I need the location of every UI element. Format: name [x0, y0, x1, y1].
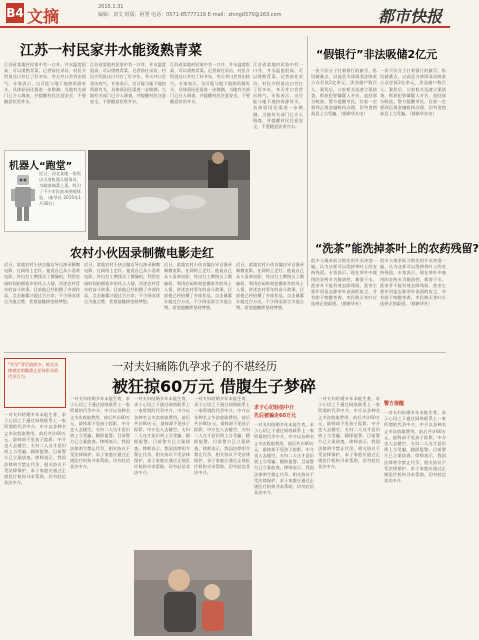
masthead: 都市快报	[377, 7, 442, 26]
article2-body-col3: 近日，某地农村小伙自编自导自演录制微电影，在网络上走红。他说自己从小喜欢电影，外出打工攒钱买了摄像机，利用农闲时间拍摄家乡的风土人情，讲述农村青年的奋斗故事。目前他已经拍摄了多部作品，点击量累计超过百万次，不少网友留言为他点赞，希望他继续坚持梦想。	[164, 262, 232, 311]
page-header	[0, 0, 450, 28]
article1-title: 江苏一村民家井水能烫熟青菜	[20, 43, 202, 59]
article3-title: “假银行”非法吸储2亿元	[316, 48, 438, 61]
article4-body-col1: 很多人喝茶前习惯先用开水冲泡一遍，认为这样可以洗掉茶叶上的农药残留。专家表示，现在茶叶中使用的农药多为脂溶性，难溶于水，洗茶并不能有效去除残留。洗茶主要作用是去除茶叶表面的灰尘，并有助于唤醒茶香。市民购买茶叶应选择正规渠道。（据新华社）	[311, 258, 377, 307]
article5-body-col3: 一对夫妇结婚多年未能生育，求子心切之下通过网络联系上一家所谓的代孕中介。中介以各种名义多次收取费用，前后共计60万元，最终却不见孩子踪影，中介也人去楼空。夫妇二人这才意识到上当受骗，随即报警。目前警方已立案侦查。律师表示，我国法律明令禁止代孕，相关协议不受法律保护，求子家庭应通过正规医疗机构寻求帮助，切勿轻信非法中介。	[134, 396, 190, 476]
header-date: 2015.1.31	[98, 4, 124, 10]
section-name: 文摘	[27, 7, 60, 26]
article4-body-col2: 很多人喝茶前习惯先用开水冲泡一遍，认为这样可以洗掉茶叶上的农药残留。专家表示，现在茶叶中使用的农药多为脂溶性，难溶于水，洗茶并不能有效去除残留。洗茶主要作用是去除茶叶表面的灰尘，并有助于唤醒茶香。市民购买茶叶应选择正规渠道。（据新华社）	[380, 258, 446, 307]
kitchen-photo	[88, 150, 250, 240]
robot-icon	[9, 173, 37, 223]
article1-body-col3: 江苏省某地村民家中有一口井，井水温度很高，可以烫熟青菜。记者前往采访，村民介绍说这口井打了好多年，冬天井口会冒出热气。专家表示，这可能与地下地热资源有关，具体原因还需进一步勘测。当地有关部门已介入调查，并提醒村民注意安全，不要随意饮用井水。	[170, 62, 250, 105]
article5-sidebar-text: “代孕”背后陷阱多，相关法律规定明确禁止任何形式的代孕行为。	[8, 362, 59, 379]
article5-subhead1: 求子心切轻信中介	[254, 405, 295, 411]
robot-box-caption: 近日，河北某地一家饭店引进机器人服务员，为顾客端菜上菜，吸引了不少市民前来围观体验。（新华社 2015年1月30日）	[39, 171, 81, 206]
article2-body-col2: 近日，某地农村小伙自编自导自演录制微电影，在网络上走红。他说自己从小喜欢电影，外出打工攒钱买了摄像机，利用农闲时间拍摄家乡的风土人情，讲述农村青年的奋斗故事。目前他已经拍摄了多部作品，点击量累计超过百万次，不少网友留言为他点赞，希望他继续坚持梦想。	[84, 262, 160, 305]
article5-subhead3: 警方提醒	[384, 401, 405, 407]
article5-kicker: 一对夫妇痛陈仇孕求子的不堪经历	[112, 360, 277, 373]
family-photo	[134, 550, 252, 636]
article1-body-col2: 江苏省某地村民家中有一口井，井水温度很高，可以烫熟青菜。记者前往采访，村民介绍说这口井打了好多年，冬天井口会冒出热气。专家表示，这可能与地下地热资源有关，具体原因还需进一步勘测。当地有关部门已介入调查，并提醒村民注意安全，不要随意饮用井水。	[90, 62, 166, 105]
column-rule-right	[307, 36, 308, 286]
article5-title: 被狂掠60万元 借腹生子梦碎	[112, 377, 316, 396]
article3-body-col2: 一伙不法分子打着银行的旗号，私设储蓄点，以高息为诱饵非法吸收公众存款2亿余元，涉及储户数百人。案发后，公安机关迅速立案侦查，抓获犯罪嫌疑人多名，追回部分赃款。警方提醒市民，存款一定要到正规金融机构办理，切勿贪图高息上当受骗。（据新华社电）	[380, 68, 446, 117]
article5-sidebar	[4, 358, 66, 408]
header-meta	[98, 3, 282, 19]
robot-box	[4, 150, 86, 232]
article5-body-col1: 一对夫妇结婚多年未能生育，求子心切之下通过网络联系上一家所谓的代孕中介。中介以各种名义多次收取费用，前后共计60万元，最终却不见孩子踪影，中介也人去楼空。夫妇二人这才意识到上当受骗，随即报警。目前警方已立案侦查。律师表示，我国法律明令禁止代孕，相关协议不受法律保护，求子家庭应通过正规医疗机构寻求帮助，切勿轻信非法中介。	[4, 412, 66, 486]
article1-body-col1: 江苏省某地村民家中有一口井，井水温度很高，可以烫熟青菜。记者前往采访，村民介绍说这口井打了好多年，冬天井口会冒出热气。专家表示，这可能与地下地热资源有关，具体原因还需进一步勘测。当地有关部门已介入调查，并提醒村民注意安全，不要随意饮用井水。	[4, 62, 86, 105]
article5-subhead2: 先后被骗走60万元	[254, 413, 296, 419]
article1-body-col4: 江苏省某地村民家中有一口井，井水温度很高，可以烫熟青菜。记者前往采访，村民介绍说这口井打了好多年，冬天井口会冒出热气。专家表示，这可能与地下地热资源有关，具体原因还需进一步勘测。当地有关部门已介入调查，并提醒村民注意安全，不要随意饮用井水。	[253, 62, 303, 130]
article2-body-col4: 近日，某地农村小伙自编自导自演录制微电影，在网络上走红。他说自己从小喜欢电影，外出打工攒钱买了摄像机，利用农闲时间拍摄家乡的风土人情，讲述农村青年的奋斗故事。目前他已经拍摄了多部作品，点击量累计超过百万次，不少网友留言为他点赞，希望他继续坚持梦想。	[236, 262, 304, 311]
article2-body-col1: 近日，某地农村小伙自编自导自演录制微电影，在网络上走红。他说自己从小喜欢电影，外出打工攒钱买了摄像机，利用农闲时间拍摄家乡的风土人情，讲述农村青年的奋斗故事。目前他已经拍摄了多部作品，点击量累计超过百万次，不少网友留言为他点赞，希望他继续坚持梦想。	[4, 262, 80, 305]
robot-box-title: 机器人“跑堂”	[9, 161, 73, 172]
article3-body-col1: 一伙不法分子打着银行的旗号，私设储蓄点，以高息为诱饵非法吸收公众存款2亿余元，涉及储户数百人。案发后，公安机关迅速立案侦查，抓获犯罪嫌疑人多名，追回部分赃款。警方提醒市民，存款一定要到正规金融机构办理，切勿贪图高息上当受骗。（据新华社电）	[311, 68, 377, 117]
section-rule-bottom	[4, 352, 446, 353]
article5-body-col2: 一对夫妇结婚多年未能生育，求子心切之下通过网络联系上一家所谓的代孕中介。中介以各种名义多次收取费用，前后共计60万元，最终却不见孩子踪影，中介也人去楼空。夫妇二人这才意识到上当受骗，随即报警。目前警方已立案侦查。律师表示，我国法律明令禁止代孕，相关协议不受法律保护，求子家庭应通过正规医疗机构寻求帮助，切勿轻信非法中介。	[70, 396, 130, 470]
family-photo-image	[134, 550, 252, 636]
article5-body-col6: 一对夫妇结婚多年未能生育，求子心切之下通过网络联系上一家所谓的代孕中介。中介以各种名义多次收取费用，前后共计60万元，最终却不见孩子踪影，中介也人去楼空。夫妇二人这才意识到上当受骗，随即报警。目前警方已立案侦查。律师表示，我国法律明令禁止代孕，相关协议不受法律保护，求子家庭应通过正规医疗机构寻求帮助，切勿轻信非法中介。	[318, 396, 380, 470]
article5-body-col7: 一对夫妇结婚多年未能生育，求子心切之下通过网络联系上一家所谓的代孕中介。中介以各种名义多次收取费用，前后共计60万元，最终却不见孩子踪影，中介也人去楼空。夫妇二人这才意识到上当受骗，随即报警。目前警方已立案侦查。律师表示，我国法律明令禁止代孕，相关协议不受法律保护，求子家庭应通过正规医疗机构寻求帮助，切勿轻信非法中介。	[384, 410, 446, 484]
kitchen-photo-image	[88, 150, 250, 240]
article2-title: 农村小伙因录制微电影走红	[70, 246, 215, 260]
article5-body-col5: 一对夫妇结婚多年未能生育，求子心切之下通过网络联系上一家所谓的代孕中介。中介以各种名义多次收取费用，前后共计60万元，最终却不见孩子踪影，中介也人去楼空。夫妇二人这才意识到上当受骗，随即报警。目前警方已立案侦查。律师表示，我国法律明令禁止代孕，相关协议不受法律保护，求子家庭应通过正规医疗机构寻求帮助，切勿轻信非法中介。	[254, 422, 314, 496]
section-number: B4	[6, 3, 24, 23]
header-contact: 编辑：刘文 组版：阿慧 电话：0571-85777116 E-mail：zhing0570@163.com	[98, 12, 282, 18]
article5-body-col4: 一对夫妇结婚多年未能生育，求子心切之下通过网络联系上一家所谓的代孕中介。中介以各种名义多次收取费用，前后共计60万元，最终却不见孩子踪影，中介也人去楼空。夫妇二人这才意识到上当受骗，随即报警。目前警方已立案侦查。律师表示，我国法律明令禁止代孕，相关协议不受法律保护，求子家庭应通过正规医疗机构寻求帮助，切勿轻信非法中介。	[194, 396, 250, 476]
article4-title: “洗茶”能洗掉茶叶上的农药残留?	[315, 242, 479, 255]
